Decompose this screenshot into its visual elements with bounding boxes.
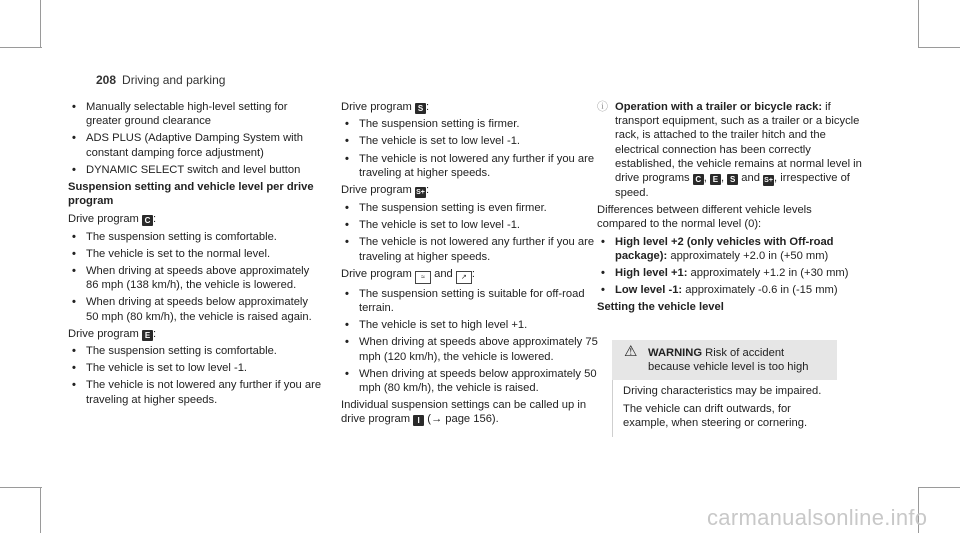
individual-settings-paragraph [341,398,601,426]
note-text: if transport equipment, such as a trailer or a bicycle rack, is attached to the trailer hitch and the electrical connection has been correctly established, the vehicle remains at normal level in drive programs [615,101,862,185]
column-right [597,100,862,319]
drive-program-e-icon: E [710,174,721,185]
label: : [152,327,157,340]
list-item: • The vehicle is not lowered any further if you are traveling at higher speeds. [341,235,601,263]
drive-program-line [68,212,323,226]
warning-header [612,340,837,380]
drive-program-s-icon: S [727,174,738,185]
drive-program-line [68,327,323,341]
column-left [68,100,323,410]
label: : [152,213,157,226]
list-item: • The suspension setting is comfortable. [68,230,323,244]
drive-program-line [341,183,601,198]
column-middle [341,100,601,430]
info-note: ⓘ Operation with a trailer or bicycle rack: if transport equipment, such as a trailer or a bicycle rack, is attached to the trailer hitch and the electrical connection has been correctly established, the vehicle remains at normal level in drive programs C , E , S and S+, irrespective of speed. [597,101,862,200]
list-item [597,266,862,280]
warning-line: Driving characteristics may be impaired. [623,385,822,398]
warning-body [612,380,837,437]
list-item: • The suspension setting is firmer. [341,117,601,131]
page-number: 208 [96,73,117,87]
label: Drive program [341,184,412,197]
level-name: High level +2 (only vehicles with Off-road package): [615,235,834,262]
off-road-icon: ≈ [415,271,431,284]
note-title: Operation with a trailer or bicycle rack: [615,101,823,113]
section-heading: Suspension setting and vehicle level per drive program [68,181,314,208]
level-value: approximately +1.2 in (+30 mm) [687,267,849,280]
info-icon: ⓘ [597,101,608,113]
list-item: • The vehicle is set to low level -1. [341,218,601,232]
label: : [471,267,475,280]
list-item: • The suspension setting is comfortable. [68,344,323,358]
warning-box [612,340,837,437]
watermark: carmanualsonline.info [707,505,928,530]
list-item: • When driving at speeds below approximately 50 mph (80 km/h), the vehicle is raised. [341,367,601,395]
list-item: • The vehicle is set to high level +1. [341,318,601,332]
label: and [434,267,453,280]
warning-text: Risk of accident because vehicle level is too high [648,347,809,374]
label: Drive program [341,267,412,280]
list-item: • When driving at speeds above approximately 86 mph (138 km/h), the vehicle is lowered. [68,264,323,292]
drive-program-c-icon: C [142,215,153,226]
level-value: approximately +2.0 in (+50 mm) [667,249,829,262]
label: Drive program [68,213,139,226]
list-item: • DYNAMIC SELECT switch and level button [68,163,323,177]
drive-program-s-plus-icon: S+ [764,177,773,185]
list-item: • The vehicle is set to low level -1. [341,134,601,148]
differences-text: Differences between different vehicle levels compared to the normal level (0): [597,204,812,231]
warning-triangle-icon: ⚠ [624,343,638,360]
drive-program-s-plus-icon: S+ [416,189,425,197]
drive-program-c-icon: C [693,174,704,185]
list-item: • When driving at speeds below approximately 50 mph (80 km/h), the vehicle is raised again. [68,295,323,323]
level-value: approximately -0.6 in (-15 mm) [682,284,838,297]
drive-program-i-icon: I [413,415,424,426]
text: Individual suspension settings can be called up in drive program [341,399,587,426]
list [341,287,601,395]
list-item: • The vehicle is not lowered any further if you are traveling at higher speeds. [341,152,601,180]
crop-mark [918,47,960,48]
label: : [425,184,430,197]
feature-list [68,100,323,177]
list [341,201,601,264]
list-item: • The suspension setting is suitable for off-road terrain. [341,287,601,315]
list [68,230,323,324]
list-item: • The suspension setting is even firmer. [341,201,601,215]
crop-mark [918,0,919,48]
text: and [741,172,760,185]
crop-mark [0,47,42,48]
list-item [597,235,862,263]
level-name: Low level -1: [615,284,683,297]
list-item [597,283,862,297]
drive-program-line [341,267,601,284]
crop-mark [918,487,960,488]
list [341,117,601,180]
list-item: • Manually selectable high-level setting for greater ground clearance [68,100,323,128]
page-reference-link[interactable]: (→ page 156). [427,413,499,426]
section-heading: Setting the vehicle level [597,301,724,314]
label: Drive program [341,101,412,113]
drive-program-e-icon: E [142,330,153,341]
level-list [597,235,862,298]
list-item: • When driving at speeds above approximately 75 mph (120 km/h), the vehicle is lowered. [341,335,601,363]
section-title: Driving and parking [122,73,226,87]
level-name: High level +1: [615,267,688,280]
list-item: • The vehicle is not lowered any further if you are traveling at higher speeds. [68,378,323,406]
page-header [96,73,225,87]
warning-title: WARNING [648,347,703,359]
warning-line: The vehicle can drift outwards, for example, when steering or cornering. [623,402,808,429]
crop-mark [40,0,41,48]
label: : [425,101,430,113]
crop-mark [40,487,41,533]
drive-program-s-icon: S [415,103,426,114]
drive-program-line [341,100,601,114]
label: Drive program [68,327,139,340]
crop-mark [0,487,42,488]
list-item: • ADS PLUS (Adaptive Damping System with constant damping force adjustment) [68,131,323,159]
list-item: • The vehicle is set to the normal level. [68,247,323,261]
list-item: • The vehicle is set to low level -1. [68,361,323,375]
list [68,344,323,407]
text: , irrespective of speed. [615,172,850,200]
off-road-incline-icon: ↗ [456,271,472,284]
